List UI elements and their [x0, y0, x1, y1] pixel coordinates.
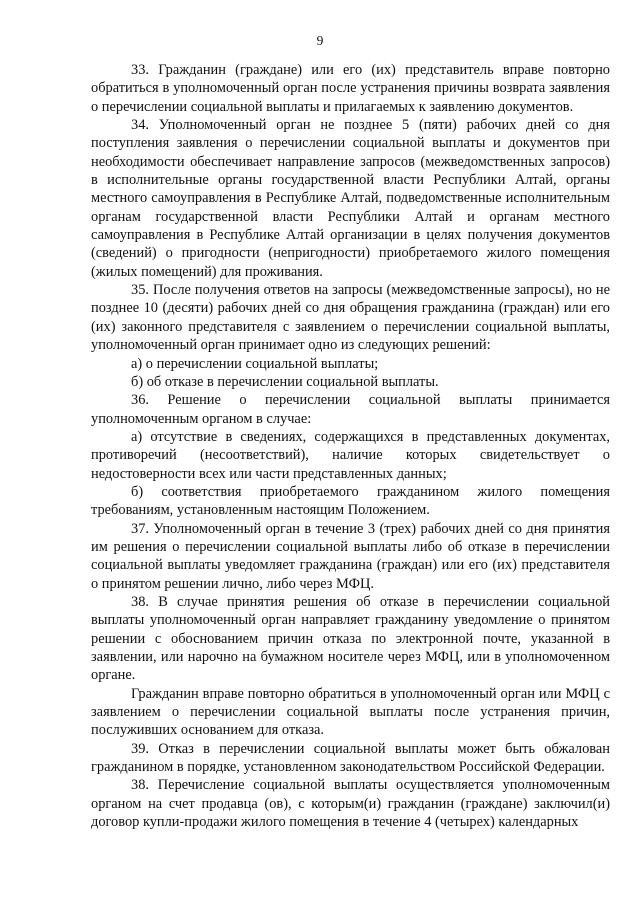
paragraph-35: 35. После получения ответов на запросы (межведомственные запросы), но не позднее 10 (десяти) рабочих дней со дня обращения гражданина (граждан) или его (их) законного представителя с заявлением о перечислении социальной выплаты, уполномоченный орган принимает одно из следующих решений: — [91, 282, 610, 354]
paragraph-36-item-b: б) соответствия приобретаемого гражданином жилого помещения требованиям, установленным настоящим Положением. — [91, 483, 610, 519]
page-number: 9 — [316, 33, 324, 48]
paragraph-38-continuation: Гражданин вправе повторно обратиться в уполномоченный орган или МФЦ с заявлением о перечислении социальной выплаты после устранения причин, послуживших основанием для отказа. — [91, 685, 610, 739]
paragraph-37: 37. Уполномоченный орган в течение 3 (трех) рабочих дней со дня принятия им решения о перечислении социальной выплаты либо об отказе в перечислении социальной выплаты уведомляет гражданина (граждан) или его (их) представителя о принятом решении лично, либо через МФЦ. — [91, 520, 610, 592]
document-body — [91, 61, 610, 831]
paragraph-38: 38. В случае принятия решения об отказе в перечислении социальной выплаты уполномоченный орган направляет гражданину уведомление о принятом решении с обоснованием причин отказа по электронной почте, указанной в заявлении, или нарочно на бумажном носителе через МФЦ, или в уполномоченном органе. — [91, 593, 610, 684]
paragraph-39: 39. Отказ в перечислении социальной выплаты может быть обжалован гражданином в порядке, установленном законодательством Российской Федерации. — [91, 740, 610, 776]
paragraph-35-item-b: б) об отказе в перечислении социальной выплаты. — [131, 373, 439, 390]
paragraph-33: 33. Гражданин (граждане) или его (их) представитель вправе повторно обратиться в уполномоченный орган после устранения причины возврата заявления о перечислении социальной выплаты и прилагаемых к заявлению документов. — [91, 62, 610, 115]
paragraph-36: 36. Решение о перечислении социальной выплаты принимается уполномоченным органом в случае: — [91, 392, 610, 427]
paragraph-34: 34. Уполномоченный орган не позднее 5 (пяти) рабочих дней со дня поступления заявления о перечислении социальной выплаты и документов при необходимости обеспечивает направление запросов (межведомственных запросов) в исполнительные органы государственной власти Республики Алтай, органы местного самоуправления в Республике Алтай, подведомственные исполнительным органам государственной власти Республики Алтай и органам местного самоуправления в Республике Алтай организации в целях получения документов (сведений) о пригодности (непригодности) приобретаемого жилого помещения (жилых помещений) для проживания. — [91, 117, 610, 280]
paragraph-36-item-a: а) отсутствие в сведениях, содержащихся в представленных документах, противоречий (несоответствий), наличие которых свидетельствует о недостоверности всех или части представленных данных; — [91, 428, 610, 482]
paragraph-38-repeat: 38. Перечисление социальной выплаты осуществляется уполномоченным органом на счет продавца (ов), с которым(и) гражданин (граждане) заключил(и) договор купли-продажи жилого помещения в течение 4 (четырех) календарных — [91, 777, 610, 831]
paragraph-35-item-a: а) о перечислении социальной выплаты; — [131, 355, 379, 372]
